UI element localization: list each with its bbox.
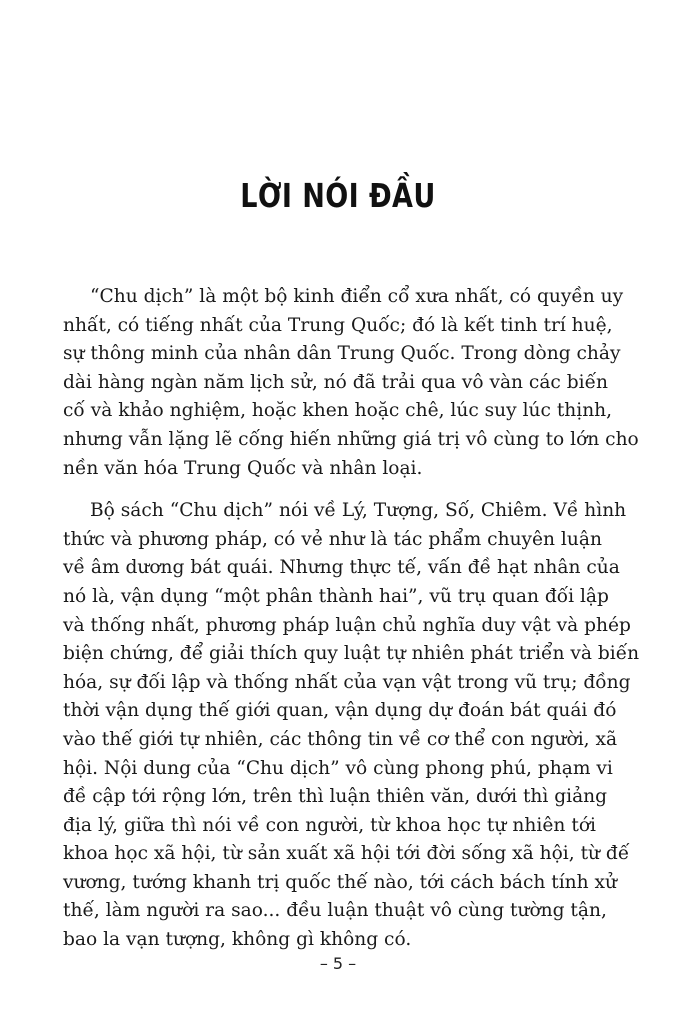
body-text [63, 283, 640, 955]
text-line: dài hàng ngàn năm lịch sử, nó đã trải qua vô vàn các biến [63, 371, 609, 393]
text-line: thức và phương pháp, có vẻ như là tác phẩm chuyên luận [63, 528, 602, 550]
text-line: thời vận dụng thế giới quan, vận dụng dự đoán bát quái đó [63, 700, 617, 722]
text-line: và thống nhất, phương pháp luận chủ nghĩa duy vật và phép [63, 614, 631, 636]
text-line: sự thông minh của nhân dân Trung Quốc. Trong dòng chảy [63, 343, 621, 365]
text-line: biện chứng, để giải thích quy luật tự nhiên phát triển và biến [63, 643, 640, 665]
text-line: về âm dương bát quái. Nhưng thực tế, vấn đề hạt nhân của [63, 557, 620, 579]
text-line: khoa học xã hội, từ sản xuất xã hội tới đời sống xã hội, từ đế [63, 843, 630, 865]
text-line: vào thế giới tự nhiên, các thông tin về cơ thể con người, xã [63, 728, 618, 750]
text-line: nhất, có tiếng nhất của Trung Quốc; đó là kết tinh trí huệ, [63, 314, 613, 336]
page-title: LỜI NÓI ĐẦU [240, 176, 436, 215]
paragraph-2 [63, 497, 640, 955]
text-line: hội. Nội dung của “Chu dịch” vô cùng phong phú, phạm vi [63, 757, 613, 779]
text-line: đề cập tới rộng lớn, trên thì luận thiên văn, dưới thì giảng [63, 786, 608, 808]
text-line: nhưng vẫn lặng lẽ cống hiến những giá trị vô cùng to lớn cho [63, 428, 639, 450]
text-line: thế, làm người ra sao... đều luận thuật vô cùng tường tận, [63, 900, 607, 922]
text-line: cố và khảo nghiệm, hoặc khen hoặc chê, lúc suy lúc thịnh, [63, 400, 613, 422]
text-line: bao la vạn tượng, không gì không có. [63, 929, 412, 951]
text-line: Bộ sách “Chu dịch” nói về Lý, Tượng, Số, Chiêm. Về hình [90, 500, 627, 522]
paragraph-1 [63, 283, 639, 483]
text-line: địa lý, giữa thì nói về con người, từ khoa học tự nhiên tới [63, 814, 596, 836]
text-line: nó là, vận dụng “một phân thành hai”, vũ trụ quan đối lập [63, 585, 609, 607]
text-line: hóa, sự đối lập và thống nhất của vạn vật trong vũ trụ; đồng [63, 671, 631, 693]
text-line: vương, tướng khanh trị quốc thế nào, tới cách bách tính xử [63, 871, 618, 893]
text-line: nền văn hóa Trung Quốc và nhân loại. [63, 457, 423, 479]
text-line: “Chu dịch” là một bộ kinh điển cổ xưa nhất, có quyền uy [90, 286, 624, 307]
page-number: – 5 – [319, 954, 357, 973]
